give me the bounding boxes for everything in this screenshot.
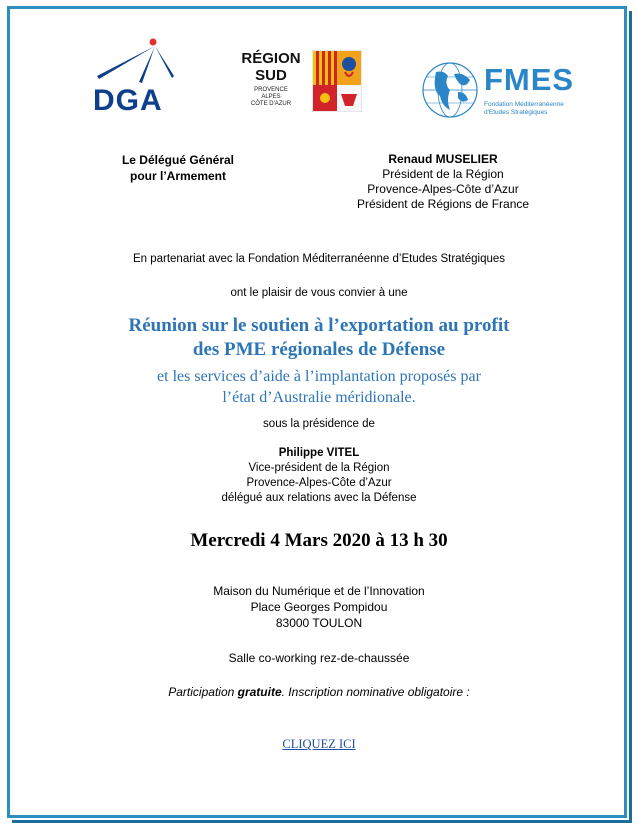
region-sud-logo xyxy=(234,50,364,116)
signatory-left-line-2: pour l’Armement xyxy=(129,169,226,183)
fmes-sub-1: Fondation Méditerranéenne xyxy=(484,101,564,108)
event-subtitle xyxy=(0,366,638,408)
signatory-left-line-1: Le Délégué Général xyxy=(121,153,235,167)
signatory-right-line-1: Président de la Région xyxy=(382,167,504,181)
president-line-1: Vice-président de la Région xyxy=(248,462,390,474)
region-title-1: RÉGION xyxy=(241,50,301,67)
region-title-2: SUD xyxy=(255,67,287,84)
signatory-left xyxy=(98,152,258,184)
dga-logo xyxy=(93,38,177,118)
event-title-line-2: des PME régionales de Défense xyxy=(192,339,446,360)
venue-line-3: 83000 TOULON xyxy=(275,616,363,630)
room-text: Salle co-working rez-de-chaussée xyxy=(228,651,410,665)
presidency-text: sous la présidence de xyxy=(263,418,375,430)
president-block xyxy=(0,446,638,506)
signatory-right-name: Renaud MUSELIER xyxy=(388,152,498,166)
dga-wordmark: DGA xyxy=(93,84,163,117)
venue-line-2: Place Georges Pompidou xyxy=(250,600,388,614)
signatory-right-line-3: Président de Régions de France xyxy=(356,197,530,211)
event-subtitle-line-2: l’état d’Australie méridionale. xyxy=(222,389,416,406)
venue-line-1: Maison du Numérique et de l’Innovation xyxy=(213,584,425,598)
globe-icon xyxy=(420,60,480,120)
fmes-sub-2: d'Etudes Stratégiques xyxy=(484,109,548,116)
region-sub-1: PROVENCE xyxy=(254,87,288,93)
event-subtitle-line-1: et les services d’aide à l’implantation proposés par xyxy=(157,368,481,385)
region-coat-of-arms-icon xyxy=(312,50,362,112)
participation-part-1: Participation xyxy=(168,685,238,699)
dga-emblem-icon xyxy=(93,38,177,90)
fmes-wordmark: FMES xyxy=(484,62,575,97)
participation-free: gratuite xyxy=(237,685,282,699)
signatory-right-line-2: Provence-Alpes-Côte d’Azur xyxy=(367,182,519,196)
venue-block xyxy=(0,583,638,631)
president-name: Philippe VITEL xyxy=(278,447,360,459)
fmes-logo xyxy=(420,60,590,126)
president-line-3: délégué aux relations avec la Défense xyxy=(221,492,417,504)
invite-text: ont le plaisir de vous convier à une xyxy=(230,287,408,299)
event-title xyxy=(0,314,638,362)
event-date: Mercredi 4 Mars 2020 à 13 h 30 xyxy=(190,530,448,551)
event-title-line-1: Réunion sur le soutien à l’exportation au profit xyxy=(128,315,510,336)
partnership-text: En partenariat avec la Fondation Méditerranéenne d’Etudes Stratégiques xyxy=(132,253,506,265)
president-line-2: Provence-Alpes-Côte d’Azur xyxy=(246,477,392,489)
region-sub-2: ALPES xyxy=(261,94,281,100)
register-link[interactable]: CLIQUEZ ICI xyxy=(282,737,356,751)
participation-text xyxy=(0,685,638,699)
signatory-right xyxy=(320,152,566,212)
participation-part-2: . Inscription nominative obligatoire : xyxy=(281,685,470,699)
region-sub-3: CÔTE D'AZUR xyxy=(250,101,292,107)
